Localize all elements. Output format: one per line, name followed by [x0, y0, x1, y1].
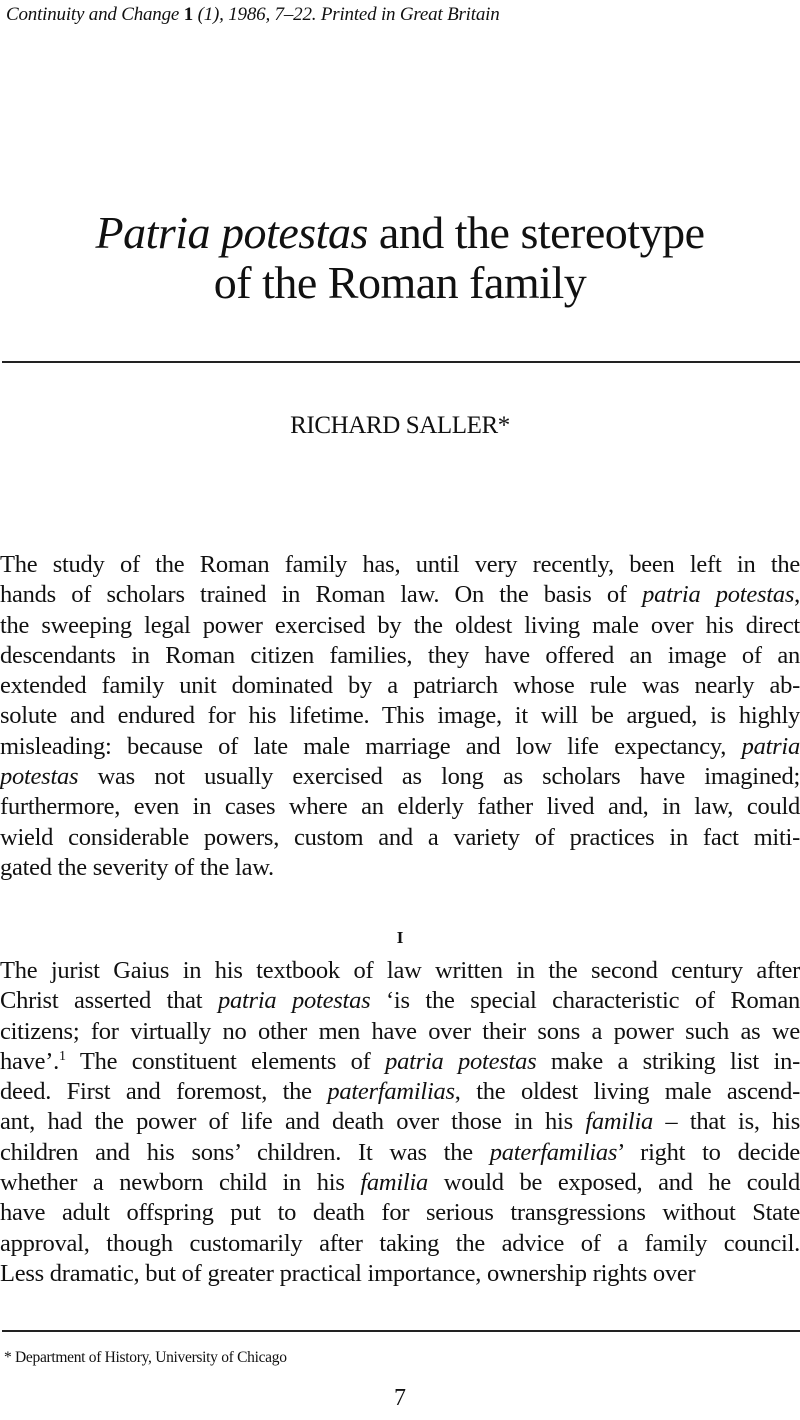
text-line: Christ asserted that patria potestas ‘is the special characteristic of Roman: [0, 987, 800, 1015]
journal-name: Continuity and Change: [6, 4, 180, 25]
italic-term: paterfamilias: [489, 1138, 618, 1166]
footnote-divider: [2, 1330, 800, 1332]
text-line: solute and endured for his lifetime. This image, it will be argued, is highly: [0, 702, 800, 730]
title-line-2: of the Roman family: [213, 257, 587, 308]
footnote-reference[interactable]: 1: [59, 1048, 66, 1064]
abstract-paragraph: [0, 550, 800, 883]
publication-details: 1986, 7–22. Printed in Great Britain: [223, 4, 500, 25]
italic-term: familia: [585, 1108, 653, 1136]
text-line: The jurist Gaius in his textbook of law written in the second century after: [0, 957, 800, 984]
text-line: deed. First and foremost, the paterfamilias, the oldest living male ascend-: [0, 1078, 800, 1106]
text-line: descendants in Roman citizen families, they have offered an image of an: [0, 641, 800, 669]
title-line-1: [0, 208, 800, 258]
article-title: [0, 208, 800, 308]
text-line: children and his sons’ children. It was the paterfamilias’ right to decide: [0, 1138, 800, 1166]
text-line: have adult offspring put to death for serious transgressions without State: [0, 1199, 800, 1227]
italic-term: patria potestas: [218, 987, 371, 1015]
title-italic-term: Patria potestas: [95, 207, 368, 258]
text-line: furthermore, even in cases where an elderly father lived and, in law, could: [0, 793, 800, 821]
text-line: gated the severity of the law.: [0, 853, 274, 881]
text-line: extended family unit dominated by a patriarch whose rule was nearly ab-: [0, 672, 800, 700]
text-line: potestas was not usually exercised as long as scholars have imagined;: [0, 763, 800, 791]
body-paragraph: [0, 956, 800, 1289]
issue-number: (1),: [197, 4, 224, 25]
volume-number: 1: [183, 4, 194, 25]
page-number: 7: [394, 1385, 406, 1411]
title-line-1-rest: and the stereotype: [367, 207, 705, 258]
text-line: wield considerable powers, custom and a variety of practices in fact miti-: [0, 823, 800, 851]
text-line: The study of the Roman family has, until very recently, been left in the: [0, 551, 800, 578]
author-name: RICHARD SALLER*: [290, 412, 510, 439]
italic-term: patria potestas: [642, 581, 795, 609]
italic-term: paterfamilias: [327, 1078, 455, 1106]
title-divider: [2, 361, 800, 363]
text-line: Less dramatic, but of greater practical importance, ownership rights over: [0, 1259, 696, 1287]
running-head: [6, 4, 500, 26]
text-line: ant, had the power of life and death over those in his familia – that is, his: [0, 1108, 800, 1136]
italic-term: familia: [360, 1169, 429, 1197]
text-line: have’.$^1$ The constituent elements of patria potestas make a striking list in-: [0, 1047, 800, 1075]
italic-term: potestas: [0, 763, 79, 791]
italic-term: patria: [741, 732, 800, 760]
text-line: whether a newborn child in his familia would be exposed, and he could: [0, 1169, 800, 1197]
section-number: I: [396, 928, 404, 947]
text-line: citizens; for virtually no other men have over their sons a power such as we: [0, 1017, 800, 1045]
text-line: approval, though customarily after taking the advice of a family council.: [0, 1229, 800, 1257]
text-line: hands of scholars trained in Roman law. On the basis of patria potestas,: [0, 581, 800, 609]
text-line: the sweeping legal power exercised by the oldest living male over his direct: [0, 611, 800, 639]
italic-term: patria potestas: [385, 1047, 537, 1075]
text-line: misleading: because of late male marriage and low life expectancy, patria: [0, 732, 800, 760]
author-affiliation-footnote: * Department of History, University of Chicago: [4, 1349, 287, 1366]
